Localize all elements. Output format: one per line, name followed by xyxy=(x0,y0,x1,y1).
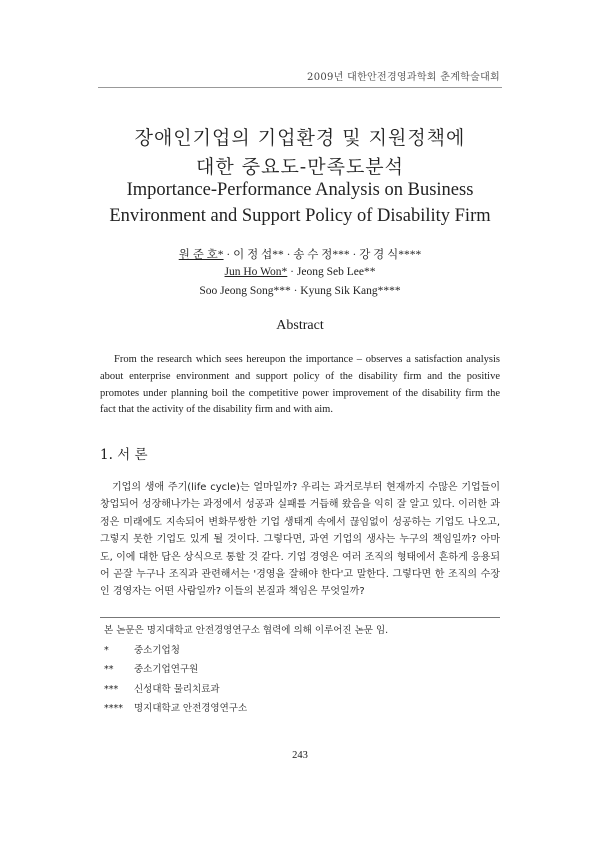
footnote-mark: * xyxy=(104,644,109,656)
first-author-korean: 원 준 호* xyxy=(178,249,224,261)
title-english-line-2: Environment and Support Policy of Disability Firm xyxy=(109,206,491,226)
first-author-english: Jun Ho Won* xyxy=(224,266,288,278)
header-rule xyxy=(98,87,502,88)
footnote-mark: ** xyxy=(104,664,114,675)
footnote-text: 중소기업연구원 xyxy=(134,664,199,675)
introduction-body xyxy=(100,479,500,601)
footnote-text: 중소기업청 xyxy=(134,644,180,656)
introduction-text: 기업의 생애 주기(life cycle)는 얼마일까? 우리는 과거로부터 현재까지 수많은 기업들이 창업되어 성장해나가는 과정에서 성공과 실패를 거듭해 왔음을 익히 잘 알고 있다. 이러한 과정은 미래에도 지속되어 변화무쌍한 기업 생태계 속에서 끊임없이 성공하는 기업도 나오고, 그렇지 못한 기업도 있게 될 것이다. 그렇다면, 과연 기업의 생사는 누구의 책임일까? 아마도, 이에 대한 답은 상식으로 통할 것 같다. 기업 경영은 여러 조직의 형태에서 흔하게 응용되어 곧잘 누구나 조직과 관련해서는 '경영을 잘해야 한다'고 말한다. 그렇다면 한 조직의 수장인 경영자는 어떤 사람일까? 이들의 본질과 책임은 무엇일까? xyxy=(100,482,500,598)
page-number: 243 xyxy=(292,750,308,761)
footnote-item xyxy=(104,699,388,719)
abstract-heading: Abstract xyxy=(276,318,324,333)
authors-korean xyxy=(0,246,600,262)
abstract-body xyxy=(100,352,500,419)
footnote-text: 신성대학 물리치료과 xyxy=(134,683,220,695)
running-header: 2009년 대한안전경영과학회 춘계학술대회 xyxy=(307,72,500,83)
footnote-item xyxy=(104,641,388,661)
footnote-item xyxy=(104,621,388,641)
title-korean-line-2: 대한 중요도-만족도분석 xyxy=(196,156,404,178)
footnote-text: 명지대학교 안전경영연구소 xyxy=(134,703,248,714)
title-korean-line-1: 장애인기업의 기업환경 및 지원정책에 xyxy=(134,127,466,149)
coauthor-english: · Jeong Seb Lee** xyxy=(287,266,376,278)
authors-english-line-1 xyxy=(0,266,600,278)
footnotes xyxy=(104,621,388,719)
footnote-mark: *** xyxy=(104,683,119,695)
title-english-line-1: Importance-Performance Analysis on Business xyxy=(126,180,474,200)
section-heading-introduction: 1. 서 론 xyxy=(100,447,148,463)
footnote-mark: **** xyxy=(104,703,123,714)
footnote-item xyxy=(104,660,388,680)
authors-english-line-2: Soo Jeong Song*** · Kyung Sik Kang**** xyxy=(199,285,401,297)
coauthors-korean: · 이 정 섭** · 송 수 정*** · 강 경 식**** xyxy=(223,249,422,261)
footnote-rule xyxy=(100,617,500,618)
footnote-item xyxy=(104,680,388,700)
abstract-text: From the research which sees hereupon the importance – observes a satisfaction analysis about enterprise environment and support policy of the disability firm and the positive promotes under planning boil the competitive power improvement of the disability firm the fact that the activity of the disability firm and with aim. xyxy=(100,354,500,416)
footnote-text: 본 논문은 명지대학교 안전경영연구소 협력에 의해 이루어진 논문 임. xyxy=(104,625,389,636)
